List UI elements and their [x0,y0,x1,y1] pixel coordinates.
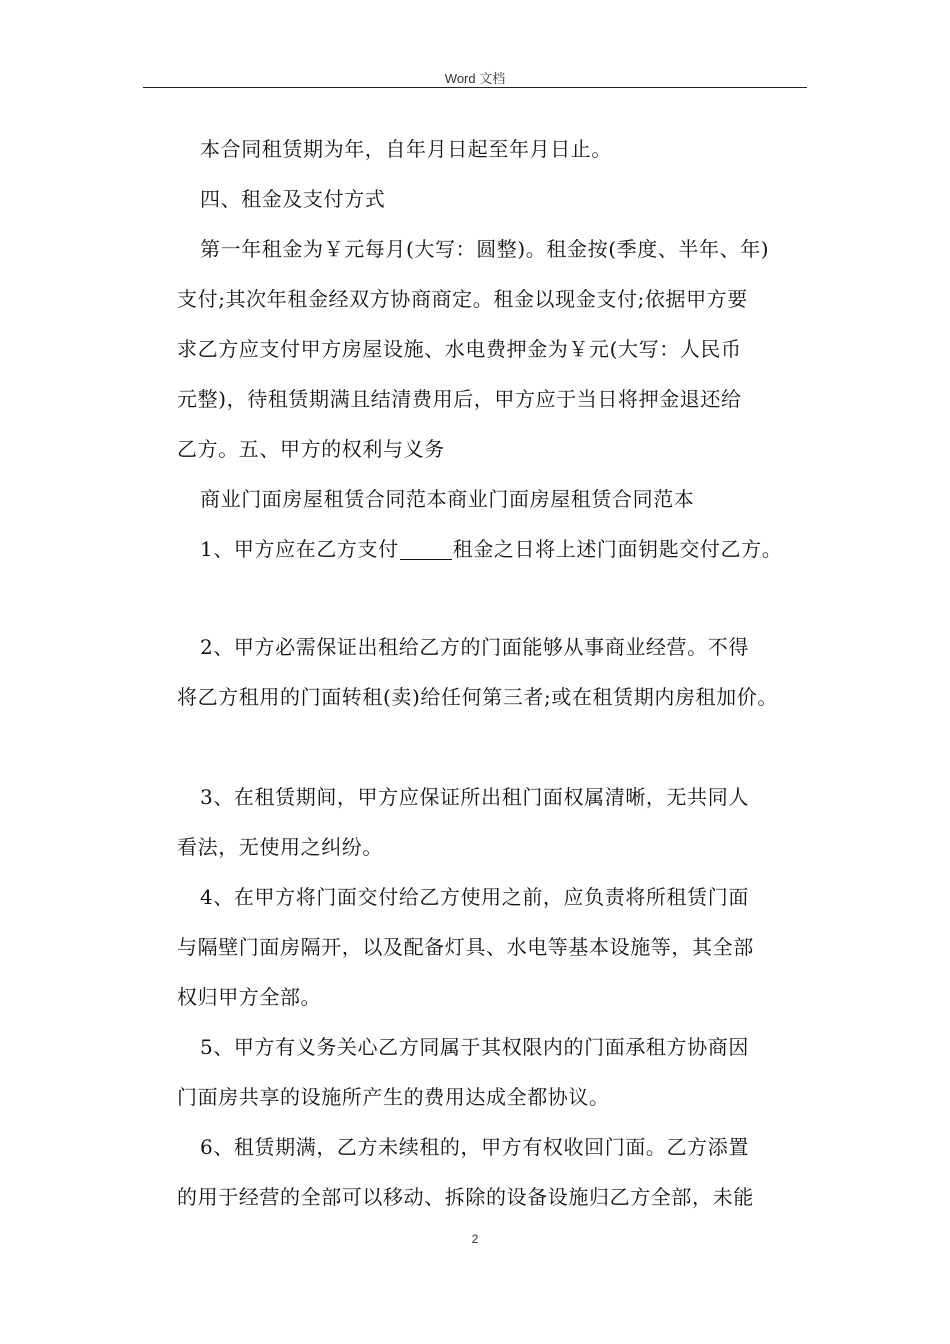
clause-1 [200,536,782,562]
text-line: 的用于经营的全部可以移动、拆除的设备设施归乙方全部，未能 [177,1185,754,1209]
text-line: 第一年租金为￥元每月(大写：圆整)。租金按(季度、半年、年) [200,237,770,261]
text-line: 本合同租赁期为年，自年月日起至年月日止。 [200,137,612,161]
text-line: 门面房共享的设施所产生的费用达成全都协议。 [177,1085,610,1109]
clause-1-text-after: 租金之日将上述门面钥匙交付乙方。 [452,537,783,561]
text-line: 5、甲方有义务关心乙方同属于其权限内的门面承租方协商因 [200,1035,749,1059]
text-line: 商业门面房屋租赁合同范本商业门面房屋租赁合同范本 [200,487,695,511]
text-line: 元整)，待租赁期满且结清费用后，甲方应于当日将押金退还给 [177,387,742,411]
section-heading: 四、租金及支付方式 [200,187,386,211]
text-line: 看法，无使用之纠纷。 [177,835,383,859]
text-line: 权归甲方全部。 [177,985,322,1009]
text-line: 2、甲方必需保证出租给乙方的门面能够从事商业经营。不得 [200,635,749,659]
text-line: 乙方。五、甲方的权利与义务 [177,437,445,461]
clause-1-text-before: 1、甲方应在乙方支付 [200,537,399,561]
text-line: 求乙方应支付甲方房屋设施、水电费押金为￥元(大写：人民币 [177,337,742,361]
header-rule [143,87,807,88]
text-line: 与隔壁门面房隔开，以及配备灯具、水电等基本设施等，其全部 [177,935,754,959]
text-line: 4、在甲方将门面交付给乙方使用之前，应负责将所租赁门面 [200,885,749,909]
fill-in-blank [400,539,452,560]
page-number: 2 [471,1232,479,1246]
text-line: 将乙方租用的门面转租(卖)给任何第三者;或在租赁期内房租加价。 [177,685,778,709]
text-line: 支付;其次年租金经双方协商商定。租金以现金支付;依据甲方要 [177,287,748,311]
text-line: 3、在租赁期间，甲方应保证所出租门面权属清晰，无共同人 [200,785,749,809]
text-line: 6、租赁期满，乙方未续租的，甲方有权收回门面。乙方添置 [200,1135,749,1159]
header-title: Word 文档 [444,71,506,86]
